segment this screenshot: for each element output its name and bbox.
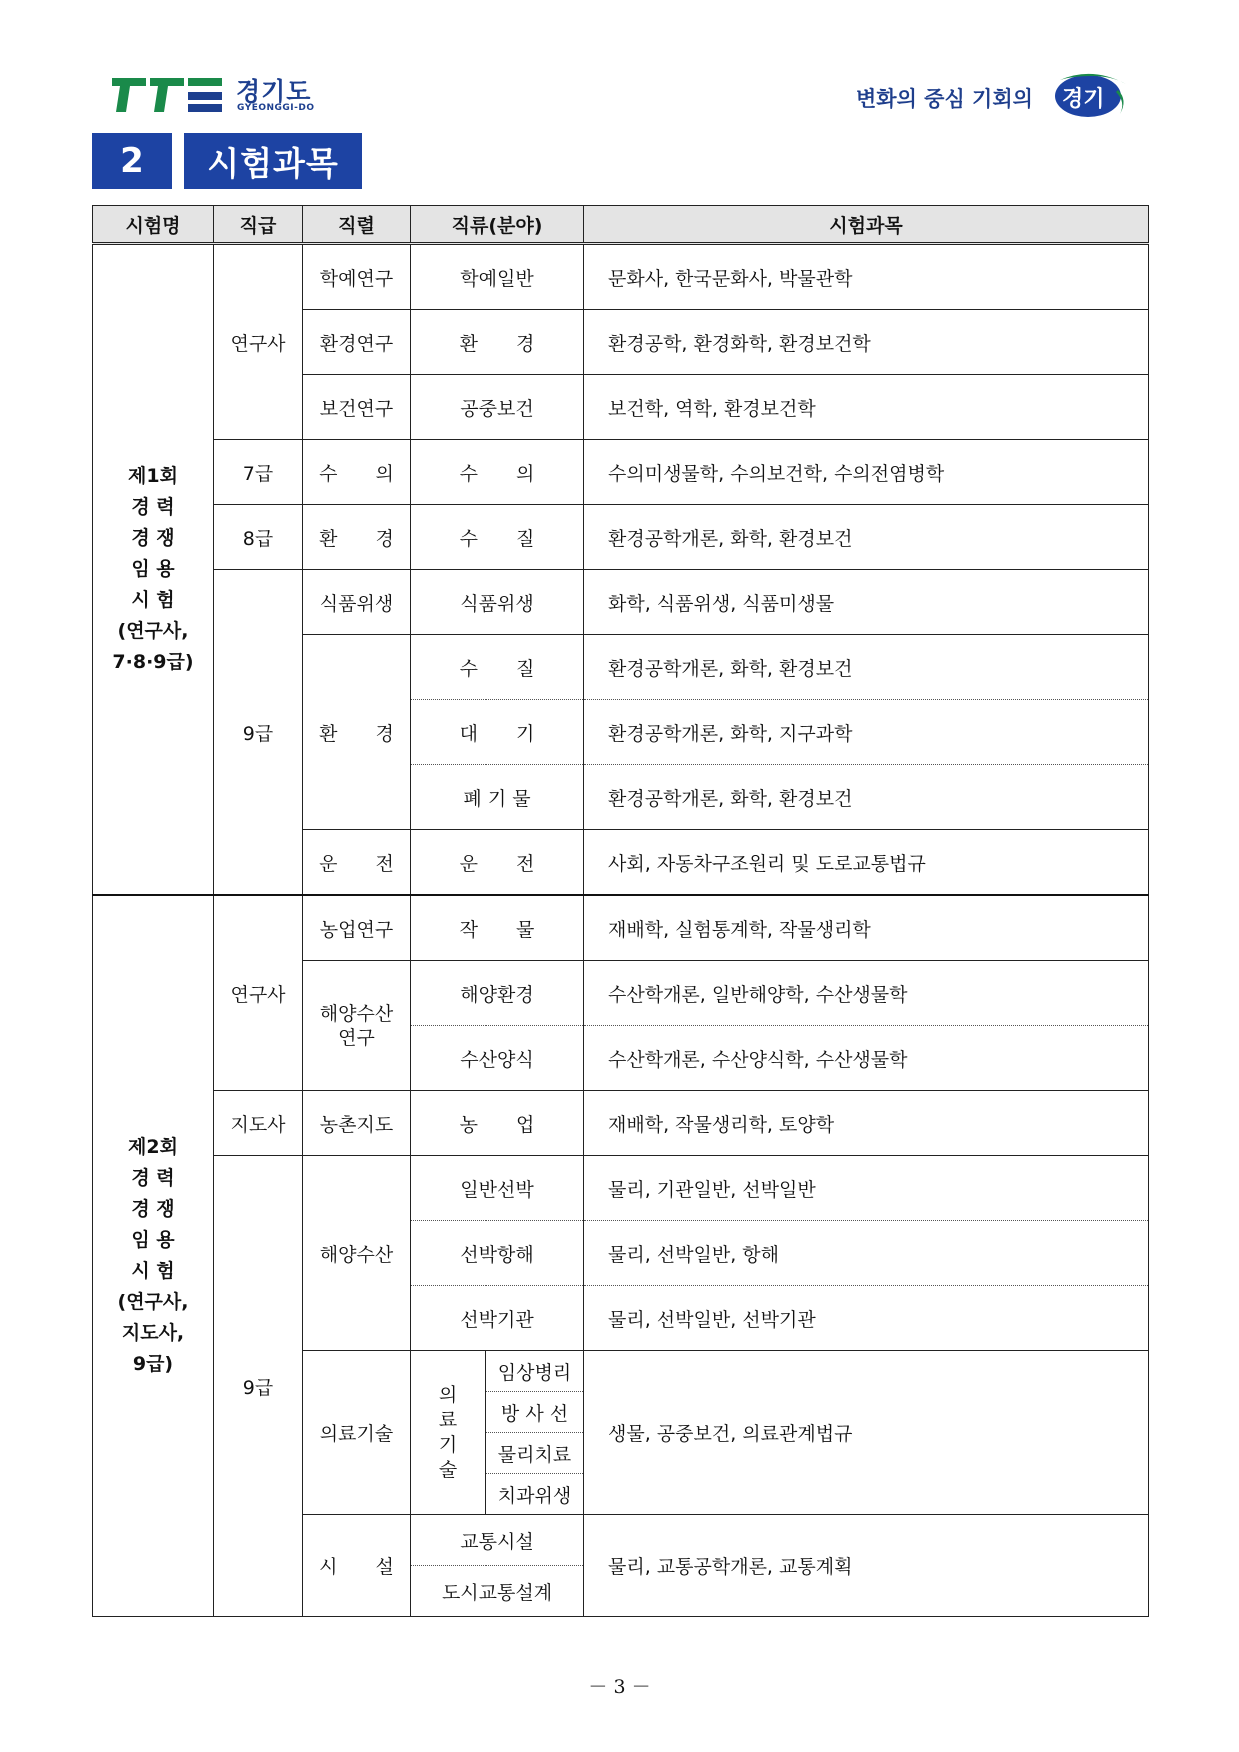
field-cell: 농 업: [411, 1091, 584, 1156]
series-cell: 농업연구: [303, 895, 411, 961]
logo-subtext: GYEONGGI-DO: [237, 103, 315, 113]
field-cell: 임상병리: [486, 1351, 584, 1392]
series-cell: 보건연구: [303, 375, 411, 440]
field-cell: 선박항해: [411, 1221, 584, 1286]
header-exam-name: 시험명: [93, 206, 214, 244]
field-cell: 운 전: [411, 830, 584, 896]
table-row: [93, 1091, 1149, 1156]
table-header-row: [93, 206, 1149, 244]
subjects-cell: 수산학개론, 수산양식학, 수산생물학: [584, 1026, 1149, 1091]
field-cell: 수산양식: [411, 1026, 584, 1091]
field-cell: 치과위생: [486, 1474, 584, 1515]
subjects-cell: 수의미생물학, 수의보건학, 수의전염병학: [584, 440, 1149, 505]
field-cell: 폐 기 물: [411, 765, 584, 830]
field-cell: 대 기: [411, 700, 584, 765]
series-cell: 학예연구: [303, 244, 411, 310]
table-row: [93, 244, 1149, 310]
subjects-cell: 환경공학개론, 화학, 환경보건: [584, 765, 1149, 830]
logo-text: 경기도: [236, 77, 312, 106]
header-field: 직류(분야): [411, 206, 584, 244]
field-cell: 수 질: [411, 505, 584, 570]
table-row: [93, 505, 1149, 570]
field-cell: 도시교통설계: [411, 1566, 584, 1617]
series-cell: 농촌지도: [303, 1091, 411, 1156]
subjects-cell: 물리, 교통공학개론, 교통계획: [584, 1515, 1149, 1617]
slogan-badge-text: 경기: [1062, 87, 1105, 112]
subjects-cell: 수산학개론, 일반해양학, 수산생물학: [584, 961, 1149, 1026]
field-cell: 일반선박: [411, 1156, 584, 1221]
section-title: 시험과목: [184, 133, 362, 189]
subjects-cell: 물리, 선박일반, 선박기관: [584, 1286, 1149, 1351]
header-subjects: 시험과목: [584, 206, 1149, 244]
series-cell: 식품위생: [303, 570, 411, 635]
field-cell: 식품위생: [411, 570, 584, 635]
subjects-cell: 물리, 기관일반, 선박일반: [584, 1156, 1149, 1221]
subjects-cell: 생물, 공중보건, 의료관계법규: [584, 1351, 1149, 1515]
field-cell: 방 사 선: [486, 1392, 584, 1433]
subjects-cell: 재배학, 작물생리학, 토양학: [584, 1091, 1149, 1156]
table-row: [93, 570, 1149, 635]
field-cell: 물리치료: [486, 1433, 584, 1474]
table-row: [93, 1156, 1149, 1221]
grade-cell: 9급: [214, 1156, 303, 1617]
field-cell: 수 의: [411, 440, 584, 505]
field-cell: 작 물: [411, 895, 584, 961]
table-row: [93, 895, 1149, 961]
field-cell: 선박기관: [411, 1286, 584, 1351]
subjects-cell: 재배학, 실험통계학, 작물생리학: [584, 895, 1149, 961]
page-number: － 3 －: [588, 1676, 651, 1698]
series-cell: 환경연구: [303, 310, 411, 375]
subjects-cell: 환경공학개론, 화학, 지구과학: [584, 700, 1149, 765]
header-grade: 직급: [214, 206, 303, 244]
field-cell: 학예일반: [411, 244, 584, 310]
medical-group-cell: 의 료 기 술: [411, 1351, 486, 1515]
field-cell: 환 경: [411, 310, 584, 375]
exam-2-name: 제2회 경 력 경 쟁 임 용 시 험 (연구사, 지도사, 9급): [93, 895, 214, 1617]
series-cell: 시 설: [303, 1515, 411, 1617]
subjects-cell: 환경공학, 환경화학, 환경보건학: [584, 310, 1149, 375]
grade-cell: 8급: [214, 505, 303, 570]
series-cell: 환 경: [303, 505, 411, 570]
subjects-cell: 사회, 자동차구조원리 및 도로교통법규: [584, 830, 1149, 896]
subjects-cell: 문화사, 한국문화사, 박물관학: [584, 244, 1149, 310]
grade-cell: 연구사: [214, 895, 303, 1091]
field-cell: 해양환경: [411, 961, 584, 1026]
grade-cell: 9급: [214, 570, 303, 896]
exam-1-name: 제1회 경 력 경 쟁 임 용 시 험 (연구사, 7·8·9급): [93, 244, 214, 896]
field-cell: 수 질: [411, 635, 584, 700]
exam-subjects-table: [92, 205, 1149, 1617]
subjects-cell: 물리, 선박일반, 항해: [584, 1221, 1149, 1286]
field-cell: 공중보건: [411, 375, 584, 440]
header-series: 직렬: [303, 206, 411, 244]
section-number: 2: [92, 133, 172, 189]
grade-cell: 연구사: [214, 244, 303, 440]
slogan: 변화의 중심 기회의: [856, 87, 1033, 111]
subjects-cell: 보건학, 역학, 환경보건학: [584, 375, 1149, 440]
field-cell: 교통시설: [411, 1515, 584, 1566]
table-row: [93, 440, 1149, 505]
series-cell: 의료기술: [303, 1351, 411, 1515]
grade-cell: 지도사: [214, 1091, 303, 1156]
subjects-cell: 환경공학개론, 화학, 환경보건: [584, 505, 1149, 570]
series-cell: 수 의: [303, 440, 411, 505]
series-cell: 해양수산: [303, 1156, 411, 1351]
subjects-cell: 환경공학개론, 화학, 환경보건: [584, 635, 1149, 700]
series-cell: 운 전: [303, 830, 411, 896]
series-cell: 환 경: [303, 635, 411, 830]
subjects-cell: 화학, 식품위생, 식품미생물: [584, 570, 1149, 635]
grade-cell: 7급: [214, 440, 303, 505]
series-cell: 해양수산 연구: [303, 961, 411, 1091]
